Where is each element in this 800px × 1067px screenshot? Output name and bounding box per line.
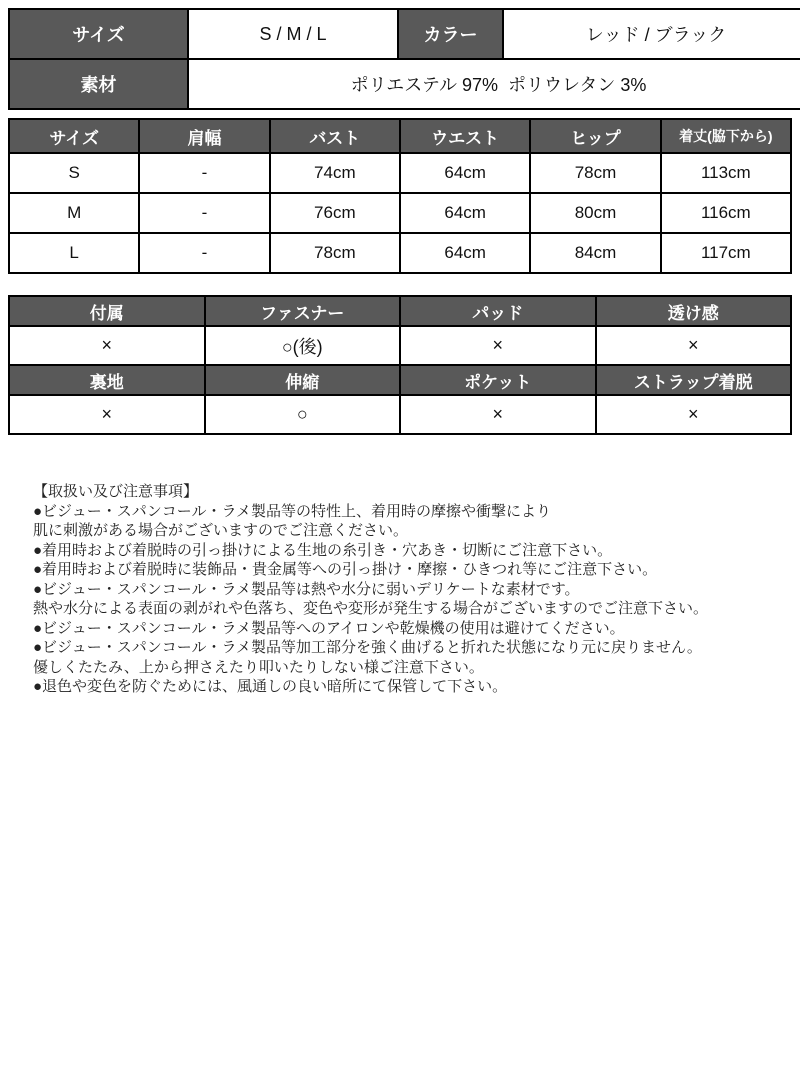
spec-row-size-color — [9, 9, 800, 59]
meas-cell: 84cm — [530, 233, 660, 273]
meas-cell: S — [9, 153, 139, 193]
meas-header-shoulder: 肩幅 — [139, 119, 269, 153]
meas-header-waist: ウエスト — [400, 119, 530, 153]
measurements-header-row — [9, 119, 791, 153]
meas-cell: 78cm — [530, 153, 660, 193]
feat-value: × — [596, 326, 792, 365]
spec-table — [8, 8, 800, 110]
spec-color-label: カラー — [398, 9, 503, 59]
feat-value: × — [9, 326, 205, 365]
feat-value: × — [596, 395, 792, 434]
care-note-line: 優しくたたみ、上から押さえたり叩いたりしない様ご注意下さい。 — [33, 658, 484, 676]
meas-cell: 64cm — [400, 233, 530, 273]
care-note-line: ●着用時および着脱時に装飾品・貴金属等への引っ掛け・摩擦・ひきつれ等にご注意下さい。 — [33, 561, 658, 578]
meas-cell: 74cm — [270, 153, 400, 193]
meas-header-hip: ヒップ — [530, 119, 660, 153]
care-note-line: ●着用時および着脱時の引っ掛けによる生地の糸引き・穴あき・切断にご注意下さい。 — [33, 541, 613, 559]
features-header-row — [9, 365, 791, 395]
spec-material-value: ポリエステル 97% ポリウレタン 3% — [188, 59, 800, 109]
feat-header: パッド — [400, 296, 596, 326]
table-row — [9, 395, 791, 434]
spec-material-label: 素材 — [9, 59, 188, 109]
feat-header: 付属 — [9, 296, 205, 326]
spec-row-material — [9, 59, 800, 109]
spec-size-value: S / M / L — [188, 9, 398, 59]
feat-header: 伸縮 — [205, 365, 401, 395]
meas-cell: 80cm — [530, 193, 660, 233]
care-note-line: 肌に刺激がある場合がございますのでご注意ください。 — [33, 522, 409, 539]
meas-cell: 76cm — [270, 193, 400, 233]
meas-cell: - — [139, 153, 269, 193]
feat-header: 裏地 — [9, 365, 205, 395]
meas-header-length: 着丈(脇下から) — [661, 119, 791, 153]
care-note-line: ●ビジュー・スパンコール・ラメ製品等の特性上、着用時の摩擦や衝撃により — [33, 502, 552, 520]
feat-header: ストラップ着脱 — [596, 365, 792, 395]
table-row — [9, 193, 791, 233]
feat-value: ○(後) — [205, 326, 401, 365]
care-notes — [33, 482, 785, 697]
feat-value: ○ — [205, 395, 401, 434]
care-note-line: ●ビジュー・スパンコール・ラメ製品等へのアイロンや乾燥機の使用は避けてください。 — [33, 619, 625, 637]
meas-cell: - — [139, 193, 269, 233]
feat-value: × — [9, 395, 205, 434]
spec-size-label: サイズ — [9, 9, 188, 59]
meas-cell: 78cm — [270, 233, 400, 273]
features-table — [8, 295, 792, 435]
meas-header-size: サイズ — [9, 119, 139, 153]
care-note-line: ●退色や変色を防ぐためには、風通しの良い暗所にて保管して下さい。 — [33, 678, 508, 695]
meas-cell: M — [9, 193, 139, 233]
table-row — [9, 326, 791, 365]
table-row — [9, 233, 791, 273]
meas-cell: 113cm — [661, 153, 791, 193]
meas-cell: 64cm — [400, 153, 530, 193]
meas-cell: - — [139, 233, 269, 273]
meas-header-bust: バスト — [270, 119, 400, 153]
measurements-table — [8, 118, 792, 274]
feat-header: ファスナー — [205, 296, 401, 326]
care-note-line: ●ビジュー・スパンコール・ラメ製品等加工部分を強く曲げると折れた状態になり元に戻りません。 — [33, 639, 702, 656]
care-note-line: ●ビジュー・スパンコール・ラメ製品等は熱や水分に弱いデリケートな素材です。 — [33, 580, 580, 598]
feat-value: × — [400, 395, 596, 434]
spec-color-value: レッド / ブラック — [503, 9, 800, 59]
meas-cell: 116cm — [661, 193, 791, 233]
feat-value: × — [400, 326, 596, 365]
meas-cell: 117cm — [661, 233, 791, 273]
meas-cell: 64cm — [400, 193, 530, 233]
feat-header: ポケット — [400, 365, 596, 395]
feat-header: 透け感 — [596, 296, 792, 326]
meas-cell: L — [9, 233, 139, 273]
features-header-row — [9, 296, 791, 326]
care-notes-title: 【取扱い及び注意事項】 — [33, 483, 199, 500]
care-note-line: 熱や水分による表面の剥がれや色落ち、変色や変形が発生する場合がございますのでご注意下さい。 — [33, 600, 709, 617]
table-row — [9, 153, 791, 193]
